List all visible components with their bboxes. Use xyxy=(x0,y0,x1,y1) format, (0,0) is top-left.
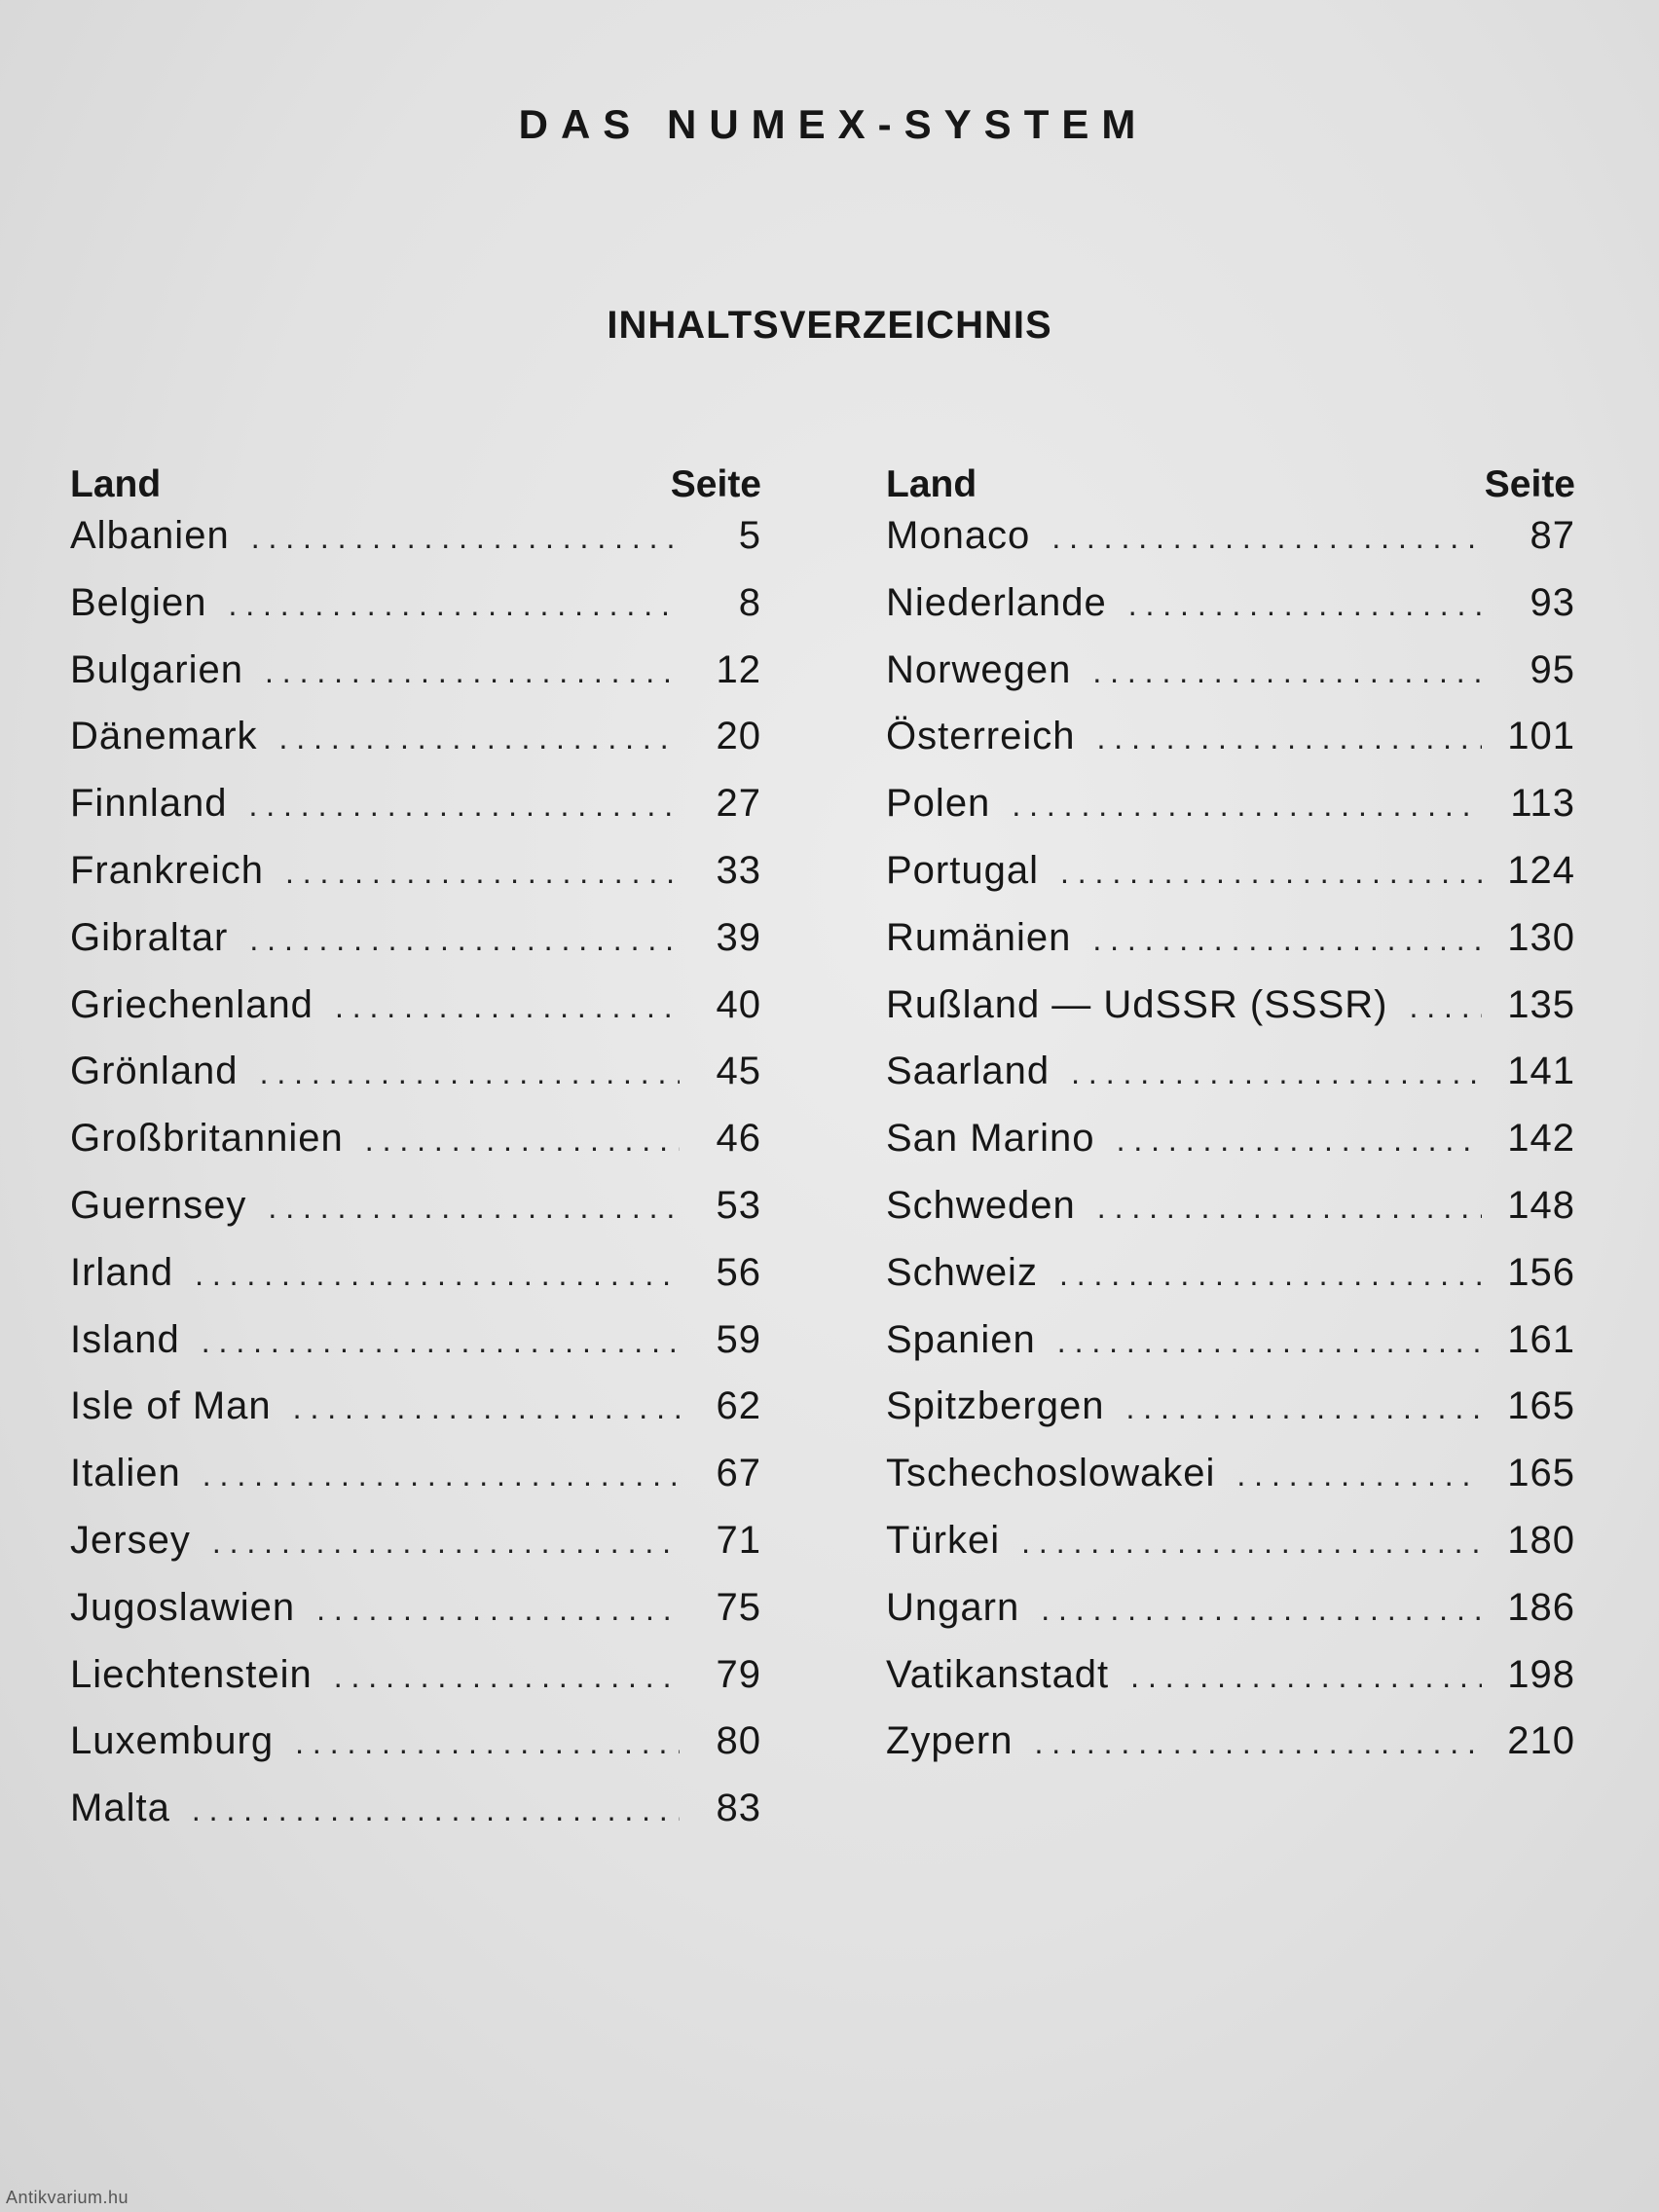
toc-entry xyxy=(886,916,1575,983)
toc-entry xyxy=(886,849,1575,916)
toc-entry-page: 67 xyxy=(716,1452,761,1495)
dot-leader xyxy=(365,1123,680,1159)
toc-right-column xyxy=(886,454,1575,1787)
toc-entry-country: Finnland xyxy=(70,782,228,826)
toc-entry-page: 210 xyxy=(1507,1719,1575,1763)
toc-entry xyxy=(70,1519,761,1586)
toc-entry-page: 27 xyxy=(716,782,761,826)
toc-entry xyxy=(70,916,761,983)
toc-entry-country: Rußland — UdSSR (SSSR) xyxy=(886,982,1388,1026)
dot-leader xyxy=(1060,855,1482,891)
toc-entry-page: 198 xyxy=(1507,1652,1575,1696)
book-title: DAS NUMEX-SYSTEM xyxy=(518,101,1149,147)
toc-entry xyxy=(886,1653,1575,1720)
toc-entry-page: 46 xyxy=(716,1117,761,1161)
toc-entry-page: 20 xyxy=(716,715,761,758)
dot-leader xyxy=(316,1592,680,1628)
toc-entry-country: Frankreich xyxy=(70,848,264,892)
toc-entry xyxy=(70,648,761,716)
toc-entry-country: Guernsey xyxy=(70,1183,247,1227)
dot-leader xyxy=(192,1792,680,1828)
toc-entry xyxy=(70,1318,761,1385)
dot-leader xyxy=(251,520,680,556)
toc-entry xyxy=(886,1452,1575,1519)
toc-entry xyxy=(70,1719,761,1787)
toc-entry-country: San Marino xyxy=(886,1117,1095,1161)
left-column-header xyxy=(70,454,761,506)
toc-entry-page: 40 xyxy=(716,982,761,1026)
toc-entry-country: Tschechoslowakei xyxy=(886,1452,1216,1495)
toc-entry-page: 87 xyxy=(1530,514,1575,557)
toc-entry xyxy=(70,1251,761,1318)
toc-entry xyxy=(886,1586,1575,1653)
dot-leader xyxy=(1051,520,1482,556)
toc-entry-country: Österreich xyxy=(886,715,1076,758)
toc-entry-page: 135 xyxy=(1507,982,1575,1026)
toc-entry xyxy=(70,581,761,648)
country-column-header: Land xyxy=(886,463,977,505)
toc-entry xyxy=(886,648,1575,716)
toc-entry-country: Albanien xyxy=(70,514,230,557)
page-column-header: Seite xyxy=(1484,463,1575,505)
toc-entry-page: 56 xyxy=(716,1250,761,1294)
toc-entry-country: Rumänien xyxy=(886,915,1072,959)
toc-entry-country: Spanien xyxy=(886,1317,1036,1361)
dot-leader xyxy=(1128,587,1482,623)
toc-entry xyxy=(886,1519,1575,1586)
toc-entry-country: Belgien xyxy=(70,580,207,624)
toc-entry-country: Schweiz xyxy=(886,1250,1038,1294)
dot-leader xyxy=(248,788,680,824)
dot-leader xyxy=(293,1390,680,1426)
dot-leader xyxy=(1092,654,1482,690)
toc-entry xyxy=(886,581,1575,648)
toc-entry-page: 148 xyxy=(1507,1183,1575,1227)
toc-entry-country: Gibraltar xyxy=(70,915,229,959)
toc-entry-page: 12 xyxy=(716,647,761,691)
toc-entry-country: Zypern xyxy=(886,1719,1014,1763)
dot-leader xyxy=(1012,788,1482,824)
dot-leader xyxy=(1097,1190,1482,1226)
toc-left-column xyxy=(70,454,761,1854)
toc-entry xyxy=(70,849,761,916)
toc-entry-page: 141 xyxy=(1507,1050,1575,1093)
toc-entry-page: 80 xyxy=(716,1719,761,1763)
toc-entry-country: Niederlande xyxy=(886,580,1107,624)
left-entry-list xyxy=(70,514,761,1854)
toc-entry-country: Saarland xyxy=(886,1050,1051,1093)
toc-entry-country: Island xyxy=(70,1317,180,1361)
dot-leader xyxy=(1092,922,1482,958)
right-column-header xyxy=(886,454,1575,506)
toc-entry-page: 130 xyxy=(1507,915,1575,959)
toc-entry-page: 53 xyxy=(716,1183,761,1227)
toc-entry xyxy=(70,983,761,1051)
toc-entry-country: Grönland xyxy=(70,1050,239,1093)
toc-entry-page: 156 xyxy=(1507,1250,1575,1294)
toc-entry-country: Luxemburg xyxy=(70,1719,275,1763)
toc-entry xyxy=(886,1384,1575,1452)
toc-entry-country: Jugoslawien xyxy=(70,1585,296,1629)
toc-entry xyxy=(70,1452,761,1519)
toc-entry-page: 161 xyxy=(1507,1317,1575,1361)
toc-entry-page: 83 xyxy=(716,1787,761,1830)
dot-leader xyxy=(1125,1390,1482,1426)
toc-entry xyxy=(886,1251,1575,1318)
right-entry-list xyxy=(886,514,1575,1787)
toc-entry-page: 71 xyxy=(716,1518,761,1562)
toc-entry-country: Italien xyxy=(70,1452,181,1495)
toc-entry-page: 186 xyxy=(1507,1585,1575,1629)
toc-heading: INHALTSVERZEICHNIS xyxy=(607,304,1052,347)
toc-entry-page: 5 xyxy=(738,514,761,557)
toc-entry-page: 75 xyxy=(716,1585,761,1629)
dot-leader xyxy=(202,1324,680,1360)
watermark: Antikvarium.hu xyxy=(6,2188,129,2207)
toc-entry-page: 95 xyxy=(1530,647,1575,691)
toc-entry-country: Griechenland xyxy=(70,982,313,1026)
toc-entry-country: Großbritannien xyxy=(70,1117,344,1161)
dot-leader xyxy=(279,720,680,756)
toc-entry-country: Malta xyxy=(70,1787,170,1830)
toc-entry xyxy=(886,1050,1575,1117)
toc-entry xyxy=(70,782,761,849)
dot-leader xyxy=(195,1257,680,1293)
dot-leader xyxy=(1041,1592,1482,1628)
toc-entry-country: Bulgarien xyxy=(70,647,244,691)
toc-entry xyxy=(70,514,761,581)
page-column-header: Seite xyxy=(670,463,761,505)
toc-entry-page: 142 xyxy=(1507,1117,1575,1161)
toc-entry xyxy=(70,715,761,782)
toc-entry-page: 8 xyxy=(738,580,761,624)
toc-entry-country: Vatikanstadt xyxy=(886,1652,1110,1696)
toc-entry-country: Polen xyxy=(886,782,991,826)
dot-leader xyxy=(1097,720,1483,756)
toc-entry-country: Dänemark xyxy=(70,715,258,758)
dot-leader xyxy=(1057,1324,1482,1360)
toc-entry xyxy=(886,715,1575,782)
toc-entry xyxy=(70,1586,761,1653)
toc-entry-country: Norwegen xyxy=(886,647,1072,691)
toc-entry-country: Monaco xyxy=(886,514,1031,557)
dot-leader xyxy=(1059,1257,1482,1293)
toc-entry-country: Schweden xyxy=(886,1183,1076,1227)
toc-entry xyxy=(70,1184,761,1251)
toc-entry-page: 93 xyxy=(1530,580,1575,624)
dot-leader xyxy=(249,922,680,958)
dot-leader xyxy=(228,587,680,623)
toc-entry-page: 45 xyxy=(716,1050,761,1093)
toc-entry-country: Isle of Man xyxy=(70,1384,272,1428)
dot-leader xyxy=(335,989,680,1025)
toc-entry-page: 79 xyxy=(716,1652,761,1696)
dot-leader xyxy=(1236,1457,1482,1493)
dot-leader xyxy=(1021,1525,1482,1561)
toc-entry-country: Spitzbergen xyxy=(886,1384,1105,1428)
toc-entry-page: 113 xyxy=(1510,782,1575,826)
toc-entry-country: Portugal xyxy=(886,848,1039,892)
country-column-header: Land xyxy=(70,463,162,505)
toc-entry xyxy=(886,514,1575,581)
dot-leader xyxy=(260,1055,680,1091)
dot-leader xyxy=(212,1525,680,1561)
dot-leader xyxy=(268,1190,680,1226)
toc-entry xyxy=(886,1117,1575,1184)
dot-leader xyxy=(1409,989,1482,1025)
dot-leader xyxy=(1130,1659,1482,1695)
toc-entry xyxy=(886,1719,1575,1787)
toc-entry-page: 124 xyxy=(1507,848,1575,892)
toc-entry xyxy=(70,1117,761,1184)
toc-entry xyxy=(70,1050,761,1117)
toc-entry-country: Türkei xyxy=(886,1518,1001,1562)
toc-entry-page: 39 xyxy=(716,915,761,959)
dot-leader xyxy=(1035,1725,1483,1761)
dot-leader xyxy=(1071,1055,1482,1091)
toc-entry-country: Jersey xyxy=(70,1518,191,1562)
dot-leader xyxy=(203,1457,680,1493)
toc-entry-page: 101 xyxy=(1507,715,1575,758)
toc-entry-page: 33 xyxy=(716,848,761,892)
toc-entry xyxy=(886,1184,1575,1251)
dot-leader xyxy=(334,1659,680,1695)
toc-entry-page: 165 xyxy=(1507,1384,1575,1428)
dot-leader xyxy=(265,654,680,690)
toc-entry-page: 59 xyxy=(716,1317,761,1361)
toc-entry xyxy=(886,782,1575,849)
toc-entry-page: 180 xyxy=(1507,1518,1575,1562)
toc-entry-country: Ungarn xyxy=(886,1585,1020,1629)
toc-entry-page: 62 xyxy=(716,1384,761,1428)
toc-entry xyxy=(70,1787,761,1854)
toc-entry-page: 165 xyxy=(1507,1452,1575,1495)
dot-leader xyxy=(295,1725,680,1761)
dot-leader xyxy=(285,855,680,891)
toc-entry-country: Liechtenstein xyxy=(70,1652,313,1696)
toc-entry xyxy=(886,1318,1575,1385)
toc-entry xyxy=(886,983,1575,1051)
dot-leader xyxy=(1117,1123,1482,1159)
toc-entry xyxy=(70,1653,761,1720)
toc-entry-country: Irland xyxy=(70,1250,174,1294)
toc-entry xyxy=(70,1384,761,1452)
